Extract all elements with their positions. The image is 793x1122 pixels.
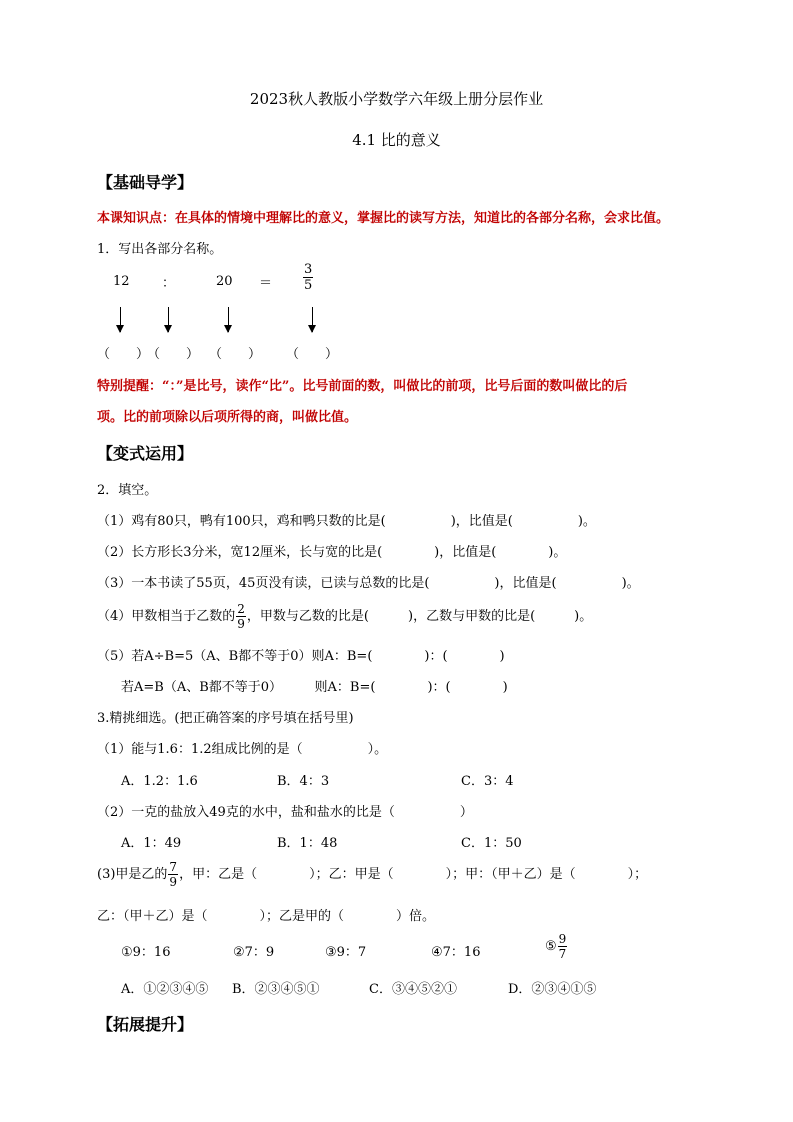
q3-item-3-start: (3)甲是乙的 — [97, 867, 168, 882]
equals-sign: ＝ — [259, 276, 273, 291]
q2-item-4-end: ，甲数与乙数的比是( )，乙数与甲数的比是( )。 — [246, 609, 593, 624]
q3-1-option-c[interactable]: C．3：4 — [461, 774, 514, 789]
q2-item-1: （1）鸡有80只，鸭有100只，鸡和鸭只数的比是( )，比值是( )。 — [97, 514, 596, 529]
section-heading-extension: 【拓展提升】 — [97, 1015, 194, 1034]
q2-item-3: （3）一本书读了55页，45页没有读，已读与总数的比是( )，比值是( )。 — [97, 576, 640, 591]
page-subtitle: 4.1 比的意义 — [352, 131, 441, 149]
q3-item-1: （1）能与1.6：1.2组成比例的是（ ）。 — [97, 742, 388, 757]
ratio-term-12: 12 — [113, 274, 130, 289]
fraction-denominator: 5 — [304, 278, 313, 293]
fraction-denominator: 9 — [169, 875, 178, 889]
candidate-2: ②7：9 — [233, 945, 275, 960]
q2-item-4-start: （4）甲数相当于乙数的 — [97, 609, 236, 624]
ratio-colon: ： — [162, 276, 176, 291]
q3-1-option-a[interactable]: A．1.2：1.6 — [121, 774, 198, 789]
fraction-numerator: 3 — [304, 262, 313, 277]
candidate-5 — [545, 933, 568, 960]
tip-line-2: 项。比的前项除以后项所得的商，叫做比值。 — [97, 410, 358, 425]
ratio-value-fraction — [302, 263, 314, 292]
fraction-denominator: 7 — [558, 947, 567, 961]
fraction-numerator: 9 — [558, 932, 567, 946]
fraction-numerator: 7 — [169, 860, 178, 874]
q3-item-3 — [97, 861, 647, 888]
question-1-label: 1．写出各部分名称。 — [97, 242, 223, 257]
section-heading-basic: 【基础导学】 — [97, 173, 194, 192]
arrow-down-icon — [120, 307, 121, 332]
q3-3-choice-a[interactable]: A．①②③④⑤ — [121, 982, 209, 997]
q3-3-choice-b[interactable]: B．②③④⑤① — [232, 982, 320, 997]
candidate-3: ③9：7 — [325, 945, 367, 960]
q2-item-2: （2）长方形长3分米，宽12厘米，长与宽的比是( )，比值是( )。 — [97, 545, 567, 560]
arrow-down-icon — [228, 307, 229, 332]
q2-item-6: 若A=B（A、B都不等于0） 则A：B=( )：( ) — [121, 680, 508, 695]
q3-2-option-a[interactable]: A．1：49 — [121, 836, 182, 851]
q3-item-2: （2）一克的盐放入49克的水中，盐和盐水的比是（ ） — [97, 805, 473, 820]
answer-blank-value[interactable]: （ ） — [286, 347, 339, 362]
arrow-down-icon — [168, 307, 169, 332]
section-heading-practice: 【变式运用】 — [97, 444, 194, 463]
arrow-down-icon — [312, 307, 313, 332]
candidate-4: ④7：16 — [431, 945, 481, 960]
q3-item-3-continued: 乙：（甲＋乙）是（ ）；乙是甲的（ ）倍。 — [97, 909, 436, 924]
q3-1-option-b[interactable]: B．4：3 — [277, 774, 330, 789]
q3-item-3-end: ，甲：乙是（ ）；乙：甲是（ ）；甲：（甲＋乙）是（ ）； — [179, 867, 648, 882]
q3-3-choice-c[interactable]: C．③④⑤②① — [369, 982, 457, 997]
q3-2-option-c[interactable]: C．1：50 — [461, 836, 522, 851]
q3-2-option-b[interactable]: B．1：48 — [277, 836, 338, 851]
answer-blank-front[interactable]: （ ） — [97, 347, 150, 362]
candidate-5-marker: ⑤ — [545, 939, 557, 954]
ratio-term-20: 20 — [216, 274, 233, 289]
q2-item-4 — [97, 603, 592, 630]
fraction-denominator: 9 — [237, 617, 245, 631]
question-3-label: 3.精挑细选。(把正确答案的序号填在括号里) — [97, 711, 354, 726]
answer-blank-sign[interactable]: （ ） — [147, 347, 200, 362]
candidate-1: ①9：16 — [121, 945, 171, 960]
page-title: 2023秋人教版小学数学六年级上册分层作业 — [249, 90, 544, 108]
answer-blank-back[interactable]: （ ） — [209, 347, 262, 362]
tip-line-1: 特别提醒：“：”是比号，读作“比”。比号前面的数，叫做比的前项，比号后面的数叫做比的后 — [97, 379, 628, 394]
question-2-label: 2．填空。 — [97, 483, 158, 498]
q2-item-5: （5）若A÷B=5（A、B都不等于0）则A：B=( )：( ) — [97, 649, 505, 664]
q3-3-choice-d[interactable]: D．②③④①⑤ — [508, 982, 597, 997]
knowledge-point: 本课知识点：在具体的情境中理解比的意义，掌握比的读写方法，知道比的各部分名称，会求比值。 — [97, 211, 670, 226]
fraction-numerator: 2 — [237, 602, 245, 616]
